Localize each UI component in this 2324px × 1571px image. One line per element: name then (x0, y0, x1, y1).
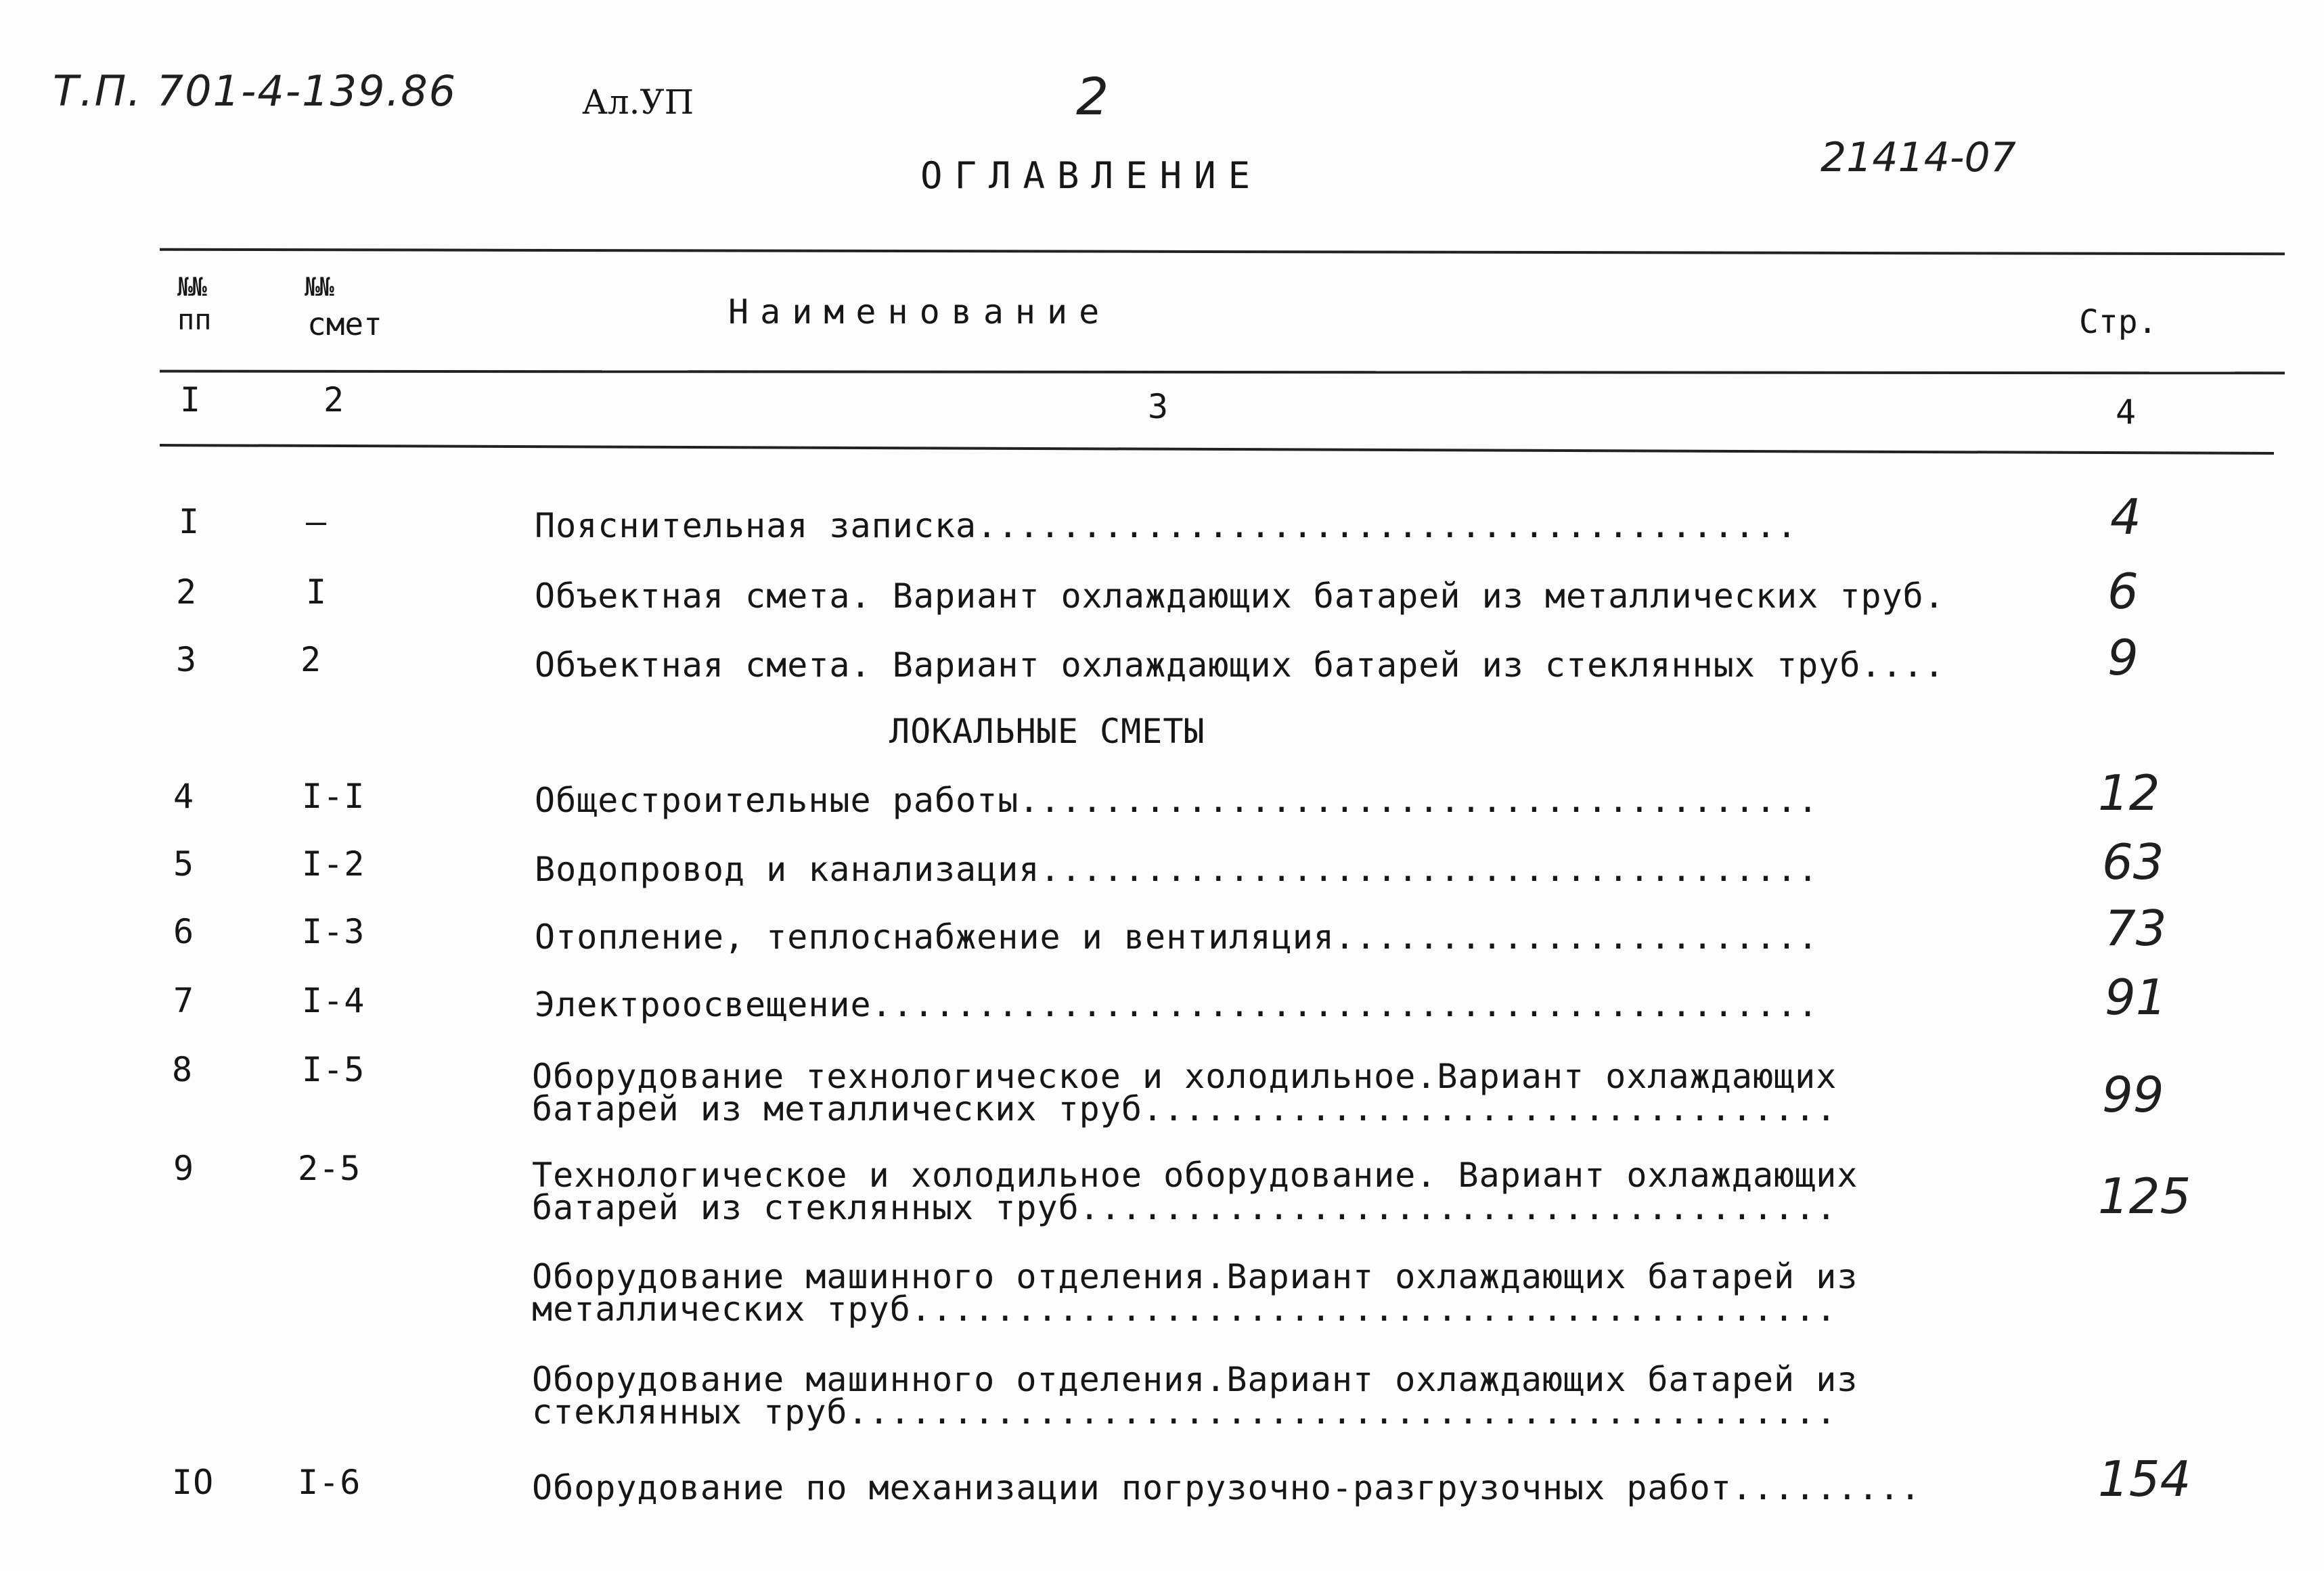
column-header-pp-mark: №№ (177, 272, 206, 302)
row-smet: 2-5 (298, 1149, 361, 1188)
row-title: Отопление, теплоснабжение и вентиляция....................... (535, 917, 1819, 957)
row-title: Электроосвещение............................................. (535, 985, 1819, 1024)
row-smet: I-2 (302, 844, 365, 884)
row-title: Пояснительная записка....................................... (535, 506, 1798, 545)
row-page: 91 (2105, 969, 2167, 1026)
row-title: Объектная смета. Вариант охлаждающих батарей из стеклянных труб.... (535, 645, 1945, 685)
column-number: 2 (323, 380, 344, 419)
column-number: I (180, 380, 201, 419)
row-page: 73 (2105, 900, 2167, 957)
album-number: Ал.УП (582, 83, 694, 122)
row-number: IO (172, 1463, 215, 1502)
column-header-smet: смет (307, 306, 382, 342)
row-page: 125 (2098, 1168, 2191, 1225)
row-page: 12 (2098, 765, 2160, 821)
row-smet: I-6 (298, 1463, 361, 1502)
page-title: ОГЛАВЛЕНИЕ (920, 154, 1263, 197)
row-number: 9 (173, 1149, 195, 1188)
column-number: 4 (2116, 392, 2137, 432)
row-title-continuation: батарей из стеклянных труб.................................... (532, 1188, 1837, 1227)
row-smet: 2 (300, 640, 322, 679)
column-header-smet-mark: №№ (305, 272, 333, 302)
row-number: 7 (173, 981, 195, 1020)
row-smet: I-3 (302, 912, 365, 951)
header-bottom-rule (160, 370, 2285, 375)
row-title: Оборудование машинного отделения.Вариант охлаждающих батарей из (532, 1360, 1858, 1399)
column-header-pp: пп (177, 303, 212, 336)
row-page: 9 (2107, 629, 2139, 686)
row-title: Водопровод и канализация..................................... (535, 850, 1819, 889)
row-title: Технологическое и холодильное оборудование. Вариант охлаждающих (532, 1156, 1858, 1195)
row-number: 2 (176, 572, 198, 612)
row-number: 4 (173, 777, 195, 816)
table-top-rule (160, 248, 2285, 256)
row-page: 6 (2107, 563, 2139, 620)
column-header-name: Наименование (728, 292, 1111, 332)
row-smet: I (306, 572, 328, 612)
row-page: 154 (2098, 1451, 2191, 1507)
row-title: Оборудование технологическое и холодильное.Вариант охлаждающих (532, 1057, 1837, 1096)
row-smet: I-4 (302, 981, 365, 1020)
column-number: 3 (1148, 387, 1169, 426)
row-page: 99 (2102, 1066, 2164, 1123)
row-page: 4 (2110, 488, 2141, 545)
column-header-page: Стр. (2079, 303, 2158, 341)
row-smet: – (306, 502, 328, 541)
row-title: Общестроительные работы...................................... (535, 781, 1819, 820)
row-title: Оборудование по механизации погрузочно-разгрузочных работ......... (532, 1468, 1921, 1507)
row-number: I (179, 502, 200, 541)
row-smet: I-5 (302, 1050, 365, 1089)
row-number: 8 (172, 1050, 194, 1089)
row-number: 3 (176, 640, 198, 679)
row-title-continuation: стеклянных труб............................................... (532, 1392, 1837, 1432)
document-code: Т.П. 701-4-139.86 (53, 66, 457, 116)
archive-number: 21414-07 (1820, 134, 2016, 181)
row-number: 6 (173, 912, 195, 951)
row-title-continuation: металлических труб............................................ (532, 1290, 1837, 1329)
row-title: Объектная смета. Вариант охлаждающих батарей из металлических труб. (535, 576, 1945, 616)
row-number: 5 (173, 844, 195, 884)
section-heading: ЛОКАЛЬНЫЕ СМЕТЫ (889, 712, 1205, 751)
row-title-continuation: батарей из металлических труб................................. (532, 1089, 1837, 1129)
row-smet: I-I (302, 777, 365, 816)
column-numbers-rule (160, 444, 2274, 455)
row-page: 63 (2102, 834, 2164, 890)
row-title: Оборудование машинного отделения.Вариант охлаждающих батарей из (532, 1257, 1858, 1296)
sheet-number: 2 (1076, 66, 1109, 127)
